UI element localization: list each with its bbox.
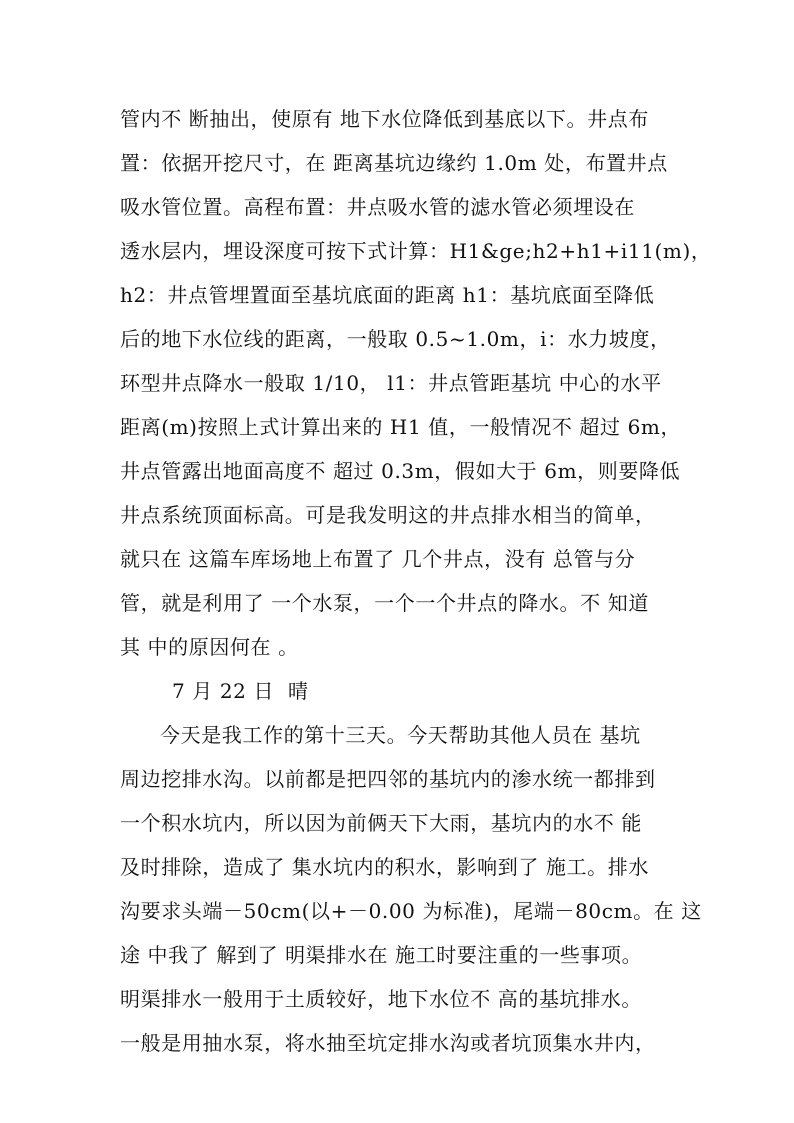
text-line: 吸水管位置。高程布置：井点吸水管的滤水管必须埋设在 [120, 195, 635, 219]
text-line: 透水层内，埋设深度可按下式计算：H1&ge;h2+h1+i11(m)， [120, 239, 712, 263]
text-line: h2：井点管埋置面至基坑底面的距离 h1：基坑底面至降低 [120, 283, 655, 307]
text-line: 环型井点降水一般取 1/10， l1：井点管距基坑 中心的水平 [120, 371, 662, 395]
paragraph-line: 及时排除，造成了 集水坑内的积水，影响到了 施工。排水 [120, 855, 649, 879]
paragraph-line: 途 中我了 解到了 明渠排水在 施工时要注重的一些事项。 [120, 943, 643, 967]
text-line: 距离(m)按照上式计算出来的 H1 值，一般情况不 超过 6m， [120, 415, 682, 439]
text-line: 就只在 这篇车库场地上布置了 几个井点，没有 总管与分 [120, 547, 636, 571]
paragraph-line: 明渠排水一般用于土质较好，地下水位不 高的基坑排水。 [120, 987, 642, 1011]
text-line: 井点系统顶面标高。可是我发明这的井点排水相当的简单， [120, 503, 656, 527]
text-line: 管内不 断抽出，使原有 地下水位降低到基底以下。井点布 [120, 107, 649, 131]
paragraph-line: 周边挖排水沟。以前都是把四邻的基坑内的渗水统一都排到 [120, 767, 656, 791]
text-line: 井点管露出地面高度不 超过 0.3m，假如大于 6m，则要降低 [120, 459, 681, 483]
text-line: 后的地下水位线的距离，一般取 0.5~1.0m，i：水力坡度， [120, 327, 671, 351]
text-line: 管，就是利用了 一个水泵，一个一个井点的降水。不 知道 [120, 591, 649, 615]
paragraph-line: 沟要求头端－50cm(以+－0.00 为标准)，尾端－80cm。在 这 [120, 899, 702, 923]
text-line: 其 中的原因何在 。 [120, 635, 299, 659]
paragraph-line: 一般是用抽水泵，将水抽至坑定排水沟或者坑顶集水井内， [120, 1031, 656, 1055]
paragraph-line: 一个积水坑内，所以因为前俩天下大雨，基坑内的水不 能 [120, 811, 642, 835]
date-heading: 7 月 22 日 晴 [172, 679, 309, 703]
text-line: 置：依据开挖尺寸，在 距离基坑边缘约 1.0m 处，布置井点 [120, 151, 668, 175]
paragraph-line: 今天是我工作的第十三天。今天帮助其他人员在 基坑 [160, 723, 641, 747]
